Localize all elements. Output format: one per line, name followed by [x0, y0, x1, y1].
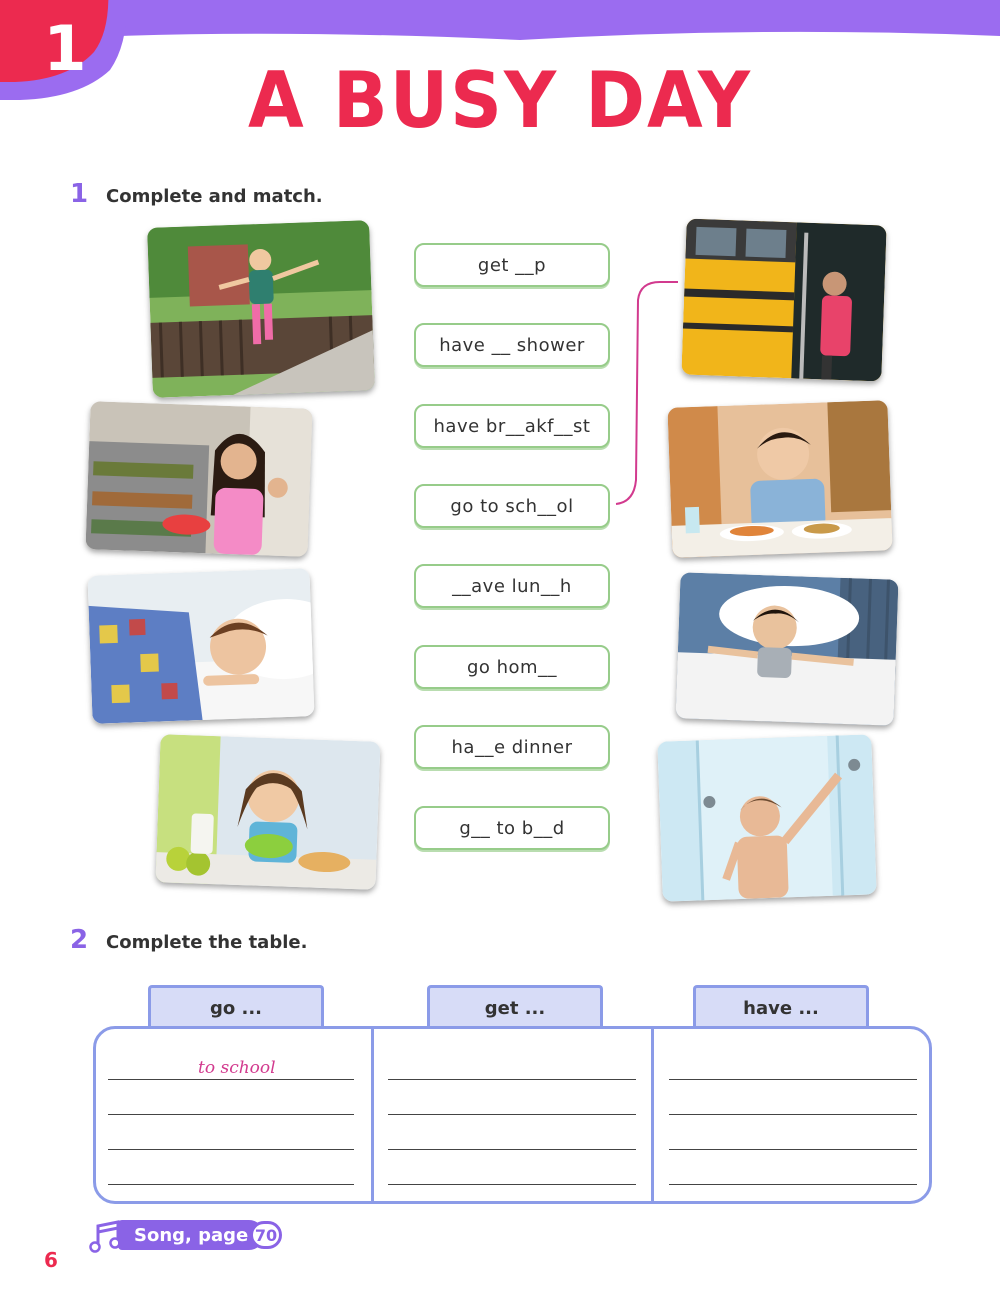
answer-line[interactable] [669, 1114, 917, 1115]
phrase-have-breakfast[interactable]: have br__akf__st [414, 404, 610, 448]
exercise-2-instruction: Complete the table. [106, 932, 308, 953]
phrase-get-up[interactable]: get __p [414, 243, 610, 287]
phrase-go-to-bed[interactable]: g__ to b__d [414, 806, 610, 850]
girl-at-lunch-counter-photo[interactable] [85, 401, 312, 557]
song-link[interactable] [118, 1220, 264, 1250]
answer-line[interactable] [108, 1184, 354, 1185]
answer-line[interactable] [108, 1149, 354, 1150]
table-column-divider [651, 1026, 654, 1201]
answer-line[interactable] [388, 1149, 636, 1150]
boy-waking-up-photo[interactable] [676, 572, 899, 726]
exercise-1-instruction: Complete and match. [106, 186, 323, 207]
table-column-divider [371, 1026, 374, 1201]
phrase-go-home[interactable]: go hom__ [414, 645, 610, 689]
phrase-go-to-school[interactable]: go to sch__ol [414, 484, 610, 528]
phrase-have-lunch[interactable]: __ave lun__h [414, 564, 610, 608]
answer-table [93, 1026, 932, 1204]
handwritten-answer[interactable]: to school [198, 1058, 276, 1078]
exercise-1-number: 1 [70, 179, 89, 209]
boy-boarding-school-bus-photo[interactable] [681, 219, 886, 382]
table-header-go: go ... [148, 985, 324, 1028]
girl-running-photo[interactable] [147, 220, 375, 398]
boy-in-shower-photo[interactable] [657, 734, 876, 901]
song-label: Song, page [134, 1224, 249, 1246]
answer-line[interactable] [108, 1079, 354, 1080]
page-title: A BUSY DAY [248, 54, 752, 146]
answer-line[interactable] [669, 1079, 917, 1080]
table-header-have: have ... [693, 985, 869, 1028]
page-number: 6 [44, 1248, 58, 1272]
boy-eating-dinner-photo[interactable] [667, 400, 892, 558]
answer-line[interactable] [669, 1184, 917, 1185]
phrase-have-shower[interactable]: have __ shower [414, 323, 610, 367]
answer-line[interactable] [388, 1114, 636, 1115]
unit-number: 1 [43, 12, 87, 85]
exercise-2-number: 2 [70, 925, 89, 955]
answer-line[interactable] [108, 1114, 354, 1115]
top-banner [0, 0, 1000, 42]
answer-line[interactable] [388, 1184, 636, 1185]
phrase-have-dinner[interactable]: ha__e dinner [414, 725, 610, 769]
answer-line[interactable] [388, 1079, 636, 1080]
song-page-number[interactable]: 70 [250, 1221, 282, 1249]
boy-in-bed-photo[interactable] [87, 568, 314, 724]
answer-line[interactable] [669, 1149, 917, 1150]
girl-eating-breakfast-photo[interactable] [155, 734, 380, 890]
table-header-get: get ... [427, 985, 603, 1028]
music-note-icon [88, 1220, 122, 1254]
